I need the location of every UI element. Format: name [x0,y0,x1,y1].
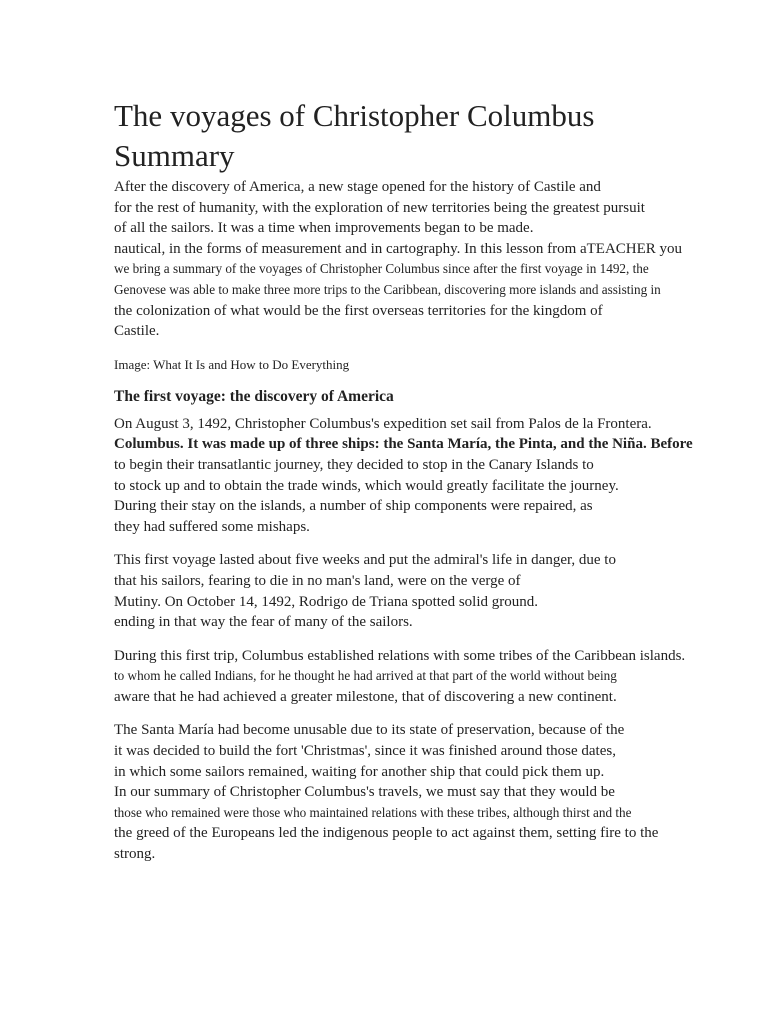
body-paragraph [114,646,714,708]
text-line: The Santa María had become unusable due to its state of preservation, because of the [114,722,625,739]
text-line: we bring a summary of the voyages of Christopher Columbus since after the first voyage in 1492, the [114,261,649,277]
text-line: After the discovery of America, a new stage opened for the history of Castile and [114,179,601,195]
body-paragraph [114,720,714,864]
text-line: it was decided to build the fort 'Christmas', since it was finished around those dates, [114,743,616,760]
image-caption: Image: What It Is and How to Do Everything [114,356,350,372]
text-line: Genovese was able to make three more trips to the Caribbean, discovering more islands and assisting in [114,281,661,297]
text-line: Columbus. It was made up of three ships: the Santa María, the Pinta, and the Niña. Before [114,436,693,453]
text-line: those who remained were those who maintained relations with these tribes, although thirst and the [114,804,632,820]
text-line: Mutiny. On October 14, 1492, Rodrigo de Triana spotted solid ground. [114,593,539,610]
text-line: During their stay on the islands, a number of ship components were repaired, as [114,498,593,515]
text-line: to whom he called Indians, for he thought he had arrived at that part of the world without being [114,668,617,684]
text-line: to begin their transatlantic journey, they decided to stop in the Canary Islands to [114,456,594,473]
text-line: they had suffered some mishaps. [114,518,310,535]
text-line: This first voyage lasted about five weeks and put the admiral's life in danger, due to [114,552,616,569]
text-line: of all the sailors. It was a time when improvements began to be made. [114,220,534,237]
text-line: ending in that way the fear of many of the sailors. [114,614,413,631]
text-line: Castile. [114,323,160,340]
text-line: During this first trip, Columbus established relations with some tribes of the Caribbean islands. [114,647,686,664]
text-line: In our summary of Christopher Columbus's travels, we must say that they would be [114,784,615,801]
body-paragraph [114,550,714,632]
text-line: to stock up and to obtain the trade winds, which would greatly facilitate the journey. [114,477,619,494]
text-line: in which some sailors remained, waiting for another ship that could pick them up. [114,763,605,780]
text-line: the greed of the Europeans led the indigenous people to act against them, setting fire to the [114,825,659,842]
intro-paragraph [114,177,714,342]
page-title: The voyages of Christopher Columbus Summary [114,98,595,173]
document-page [114,96,714,878]
text-line: the colonization of what would be the first overseas territories for the kingdom of [114,302,603,319]
text-line: nautical, in the forms of measurement and in cartography. In this lesson from aTEACHER you [114,240,683,257]
text-line: that his sailors, fearing to die in no man's land, were on the verge of [114,572,521,589]
section-body [114,414,714,865]
text-line: On August 3, 1492, Christopher Columbus's expedition set sail from Palos de la Frontera. [114,415,652,432]
body-paragraph [114,414,714,538]
text-line: aware that he had achieved a greater milestone, that of discovering a new continent. [114,688,617,705]
text-line: strong. [114,846,156,863]
section-heading: The first voyage: the discovery of America [114,387,394,405]
text-line: for the rest of humanity, with the exploration of new territories being the greatest pursuit [114,199,645,216]
